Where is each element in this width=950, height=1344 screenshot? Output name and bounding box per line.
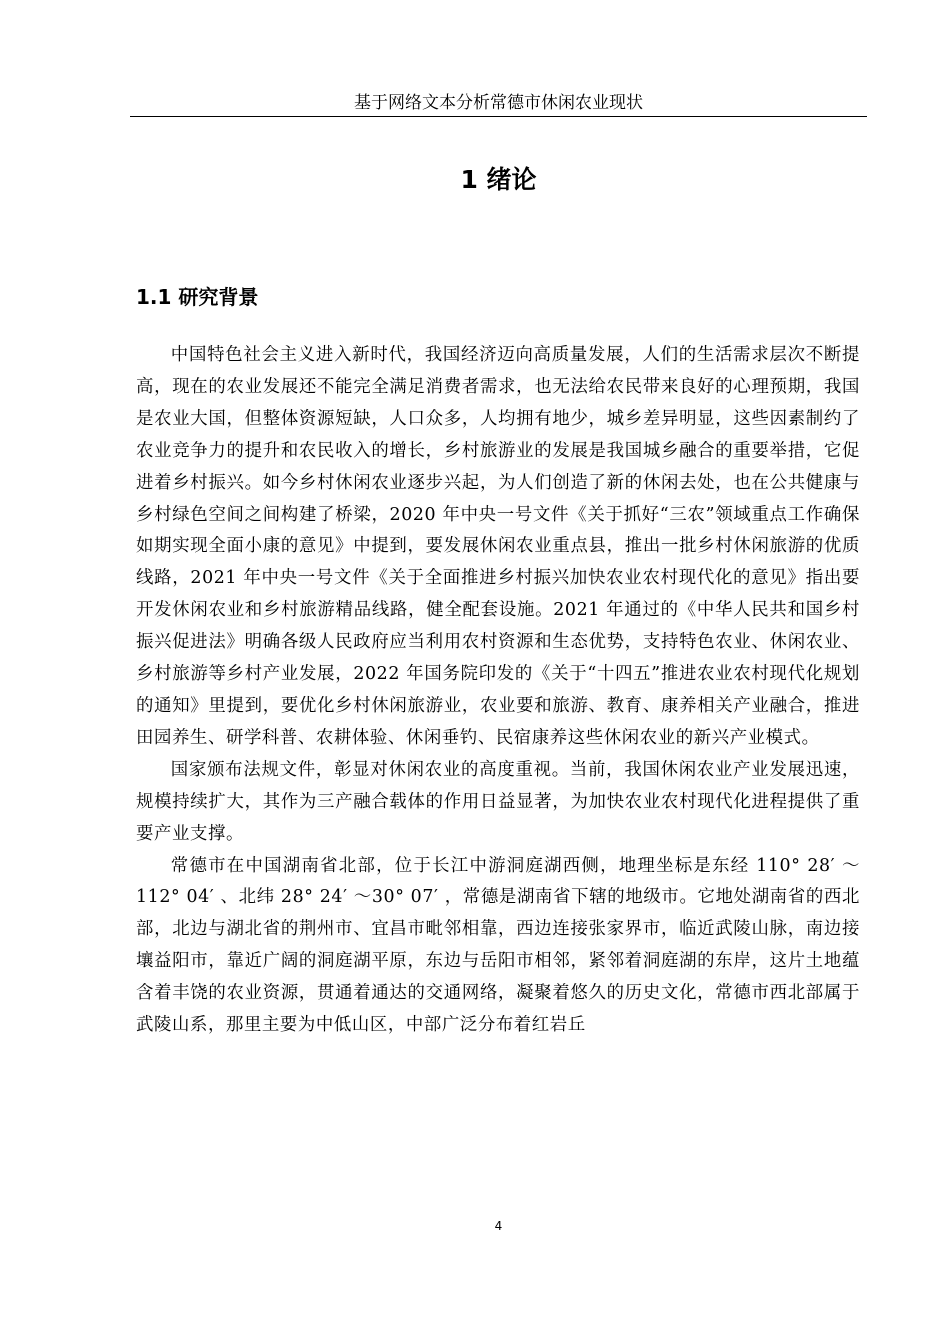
paragraph-changde: 常德市在中国湖南省北部，位于长江中游洞庭湖西侧，地理坐标是东经 110° 28′ ～112° 04′ 、北纬 28° 24′ ～30° 07′ ，常德是湖南省下辖的地级市。它地处湖南省的西北部，北边与湖北省的荆州市、宜昌市毗邻相靠，西边连接张家界市，临近武陵山脉，南边接壤益阳市，靠近广阔的洞庭湖平原，东边与岳阳市相邻，紧邻着洞庭湖的东岸，这片土地蕴含着丰饶的农业资源，贯通着通达的交通网络，凝聚着悠久的历史文化，常德市西北部属于武陵山系，那里主要为中低山区，中部广泛分布着红岩丘 [136,855,860,1036]
chapter-title: 1 绪论 [460,164,537,194]
page-number: 4 [494,1219,503,1233]
header-rule [130,116,867,117]
paragraph-policy: 国家颁布法规文件，彰显对休闲农业的高度重视。当前，我国休闲农业产业发展迅速，规模持续扩大，其作为三产融合载体的作用日益显著，为加快农业农村现代化进程提供了重要产业支撑。 [136,759,860,844]
running-header: 基于网络文本分析常德市休闲农业现状 [354,93,643,113]
section-title: 1.1 研究背景 [136,284,259,309]
paragraph-background: 中国特色社会主义进入新时代，我国经济迈向高质量发展，人们的生活需求层次不断提高，现在的农业发展还不能完全满足消费者需求，也无法给农民带来良好的心理预期，我国是农业大国，但整体资源短缺，人口众多，人均拥有地少，城乡差异明显，这些因素制约了农业竞争力的提升和农民收入的增长，乡村旅游业的发展是我国城乡融合的重要举措，它促进着乡村振兴。如今乡村休闲农业逐步兴起，为人们创造了新的休闲去处，也在公共健康与乡村绿色空间之间构建了桥梁，2020 年中央一号文件《关于抓好“三农”领域重点工作确保如期实现全面小康的意见》中提到，要发展休闲农业重点县，推出一批乡村休闲旅游的优质线路，2021 年中央一号文件《关于全面推进乡村振兴加快农业农村现代化的意见》指出要开发休闲农业和乡村旅游精品线路，健全配套设施。2021 年通过的《中华人民共和国乡村振兴促进法》明确各级人民政府应当利用农村资源和生态优势，支持特色农业、休闲农业、乡村旅游等乡村产业发展，2022 年国务院印发的《关于“十四五”推进农业农村现代化规划的通知》里提到，要优化乡村休闲旅游业，农业要和旅游、教育、康养相关产业融合，推进田园养生、研学科普、农耕体验、休闲垂钓、民宿康养这些休闲农业的新兴产业模式。 [136,345,860,748]
body-text [136,340,860,1042]
